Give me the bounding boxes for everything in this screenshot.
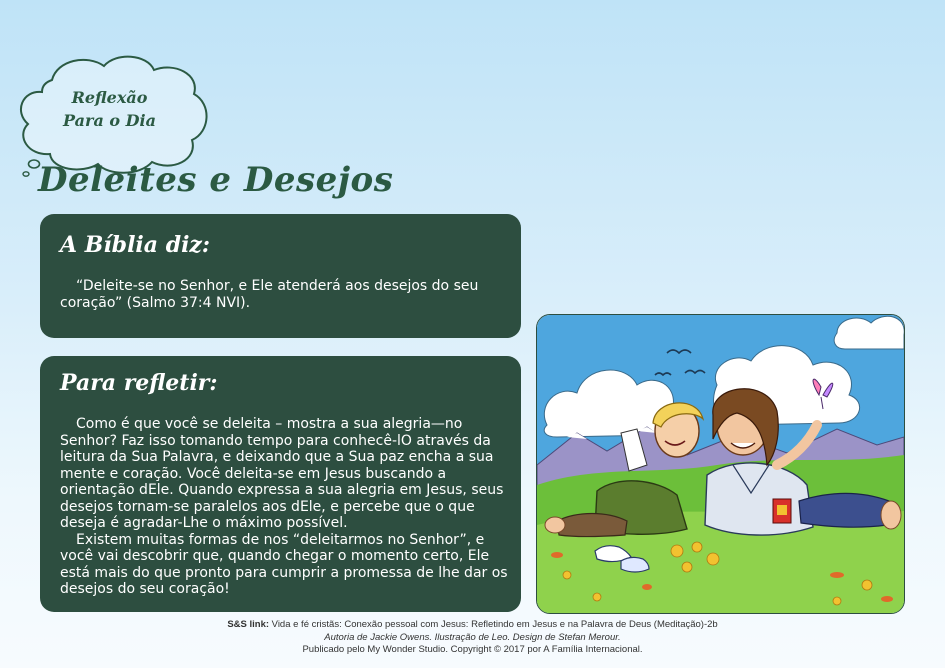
reflection-text-block (60, 416, 509, 598)
illustration (536, 314, 905, 614)
bible-heading: A Bíblia diz: (60, 232, 211, 258)
footer-credits: Autoria de Jackie Owens. Ilustração de Leo. Design de Stefan Merour. (324, 631, 621, 643)
bible-text-block (60, 278, 509, 311)
footer-link-text: Vida e fé cristãs: Conexão pessoal com Jesus: Refletindo em Jesus e na Palavra de Deus (Meditação)-2b (269, 619, 718, 630)
meadow-scene-image (537, 315, 904, 613)
page-title: Deleites e Desejos (38, 160, 394, 200)
bible-panel (40, 214, 521, 338)
cloud-line-1: Reflexão (71, 88, 148, 107)
reflection-panel (40, 356, 521, 612)
footer-publisher: Publicado pelo My Wonder Studio. Copyright © 2017 por A Família Internacional. (302, 644, 643, 655)
footer-link-label: S&S link: (227, 619, 270, 630)
reflection-paragraph-2: Existem muitas formas de nos “deleitarmos no Senhor”, e você vai descobrir que, quando chegar o momento certo, Ele está mais do que pronto para cumprir a promessa de lhe dar os desejos do seu coração! (60, 531, 508, 597)
cloud-label (42, 86, 177, 132)
footer-link-line (0, 619, 945, 632)
reflection-heading: Para refletir: (60, 370, 218, 396)
cloud-line-2: Para o Dia (63, 111, 156, 130)
footer (0, 619, 945, 657)
reflection-paragraph-1: Como é que você se deleita – mostra a sua alegria—no Senhor? Faz isso tomando tempo para conhecê-lO através da leitura da Sua Palavra, e deixando que a Sua paz encha a sua mente e coração. Você deleita-se em Jesus buscando a orientação dEle. Quando expressa a sua alegria em Jesus, seus desejos tornam-se paralelos aos dEle, e percebe que o que deseja é agradar-Lhe o máximo possível. (60, 416, 504, 531)
bible-verse: “Deleite-se no Senhor, e Ele atenderá aos desejos do seu coração” (Salmo 37:4 NVI). (60, 278, 479, 311)
